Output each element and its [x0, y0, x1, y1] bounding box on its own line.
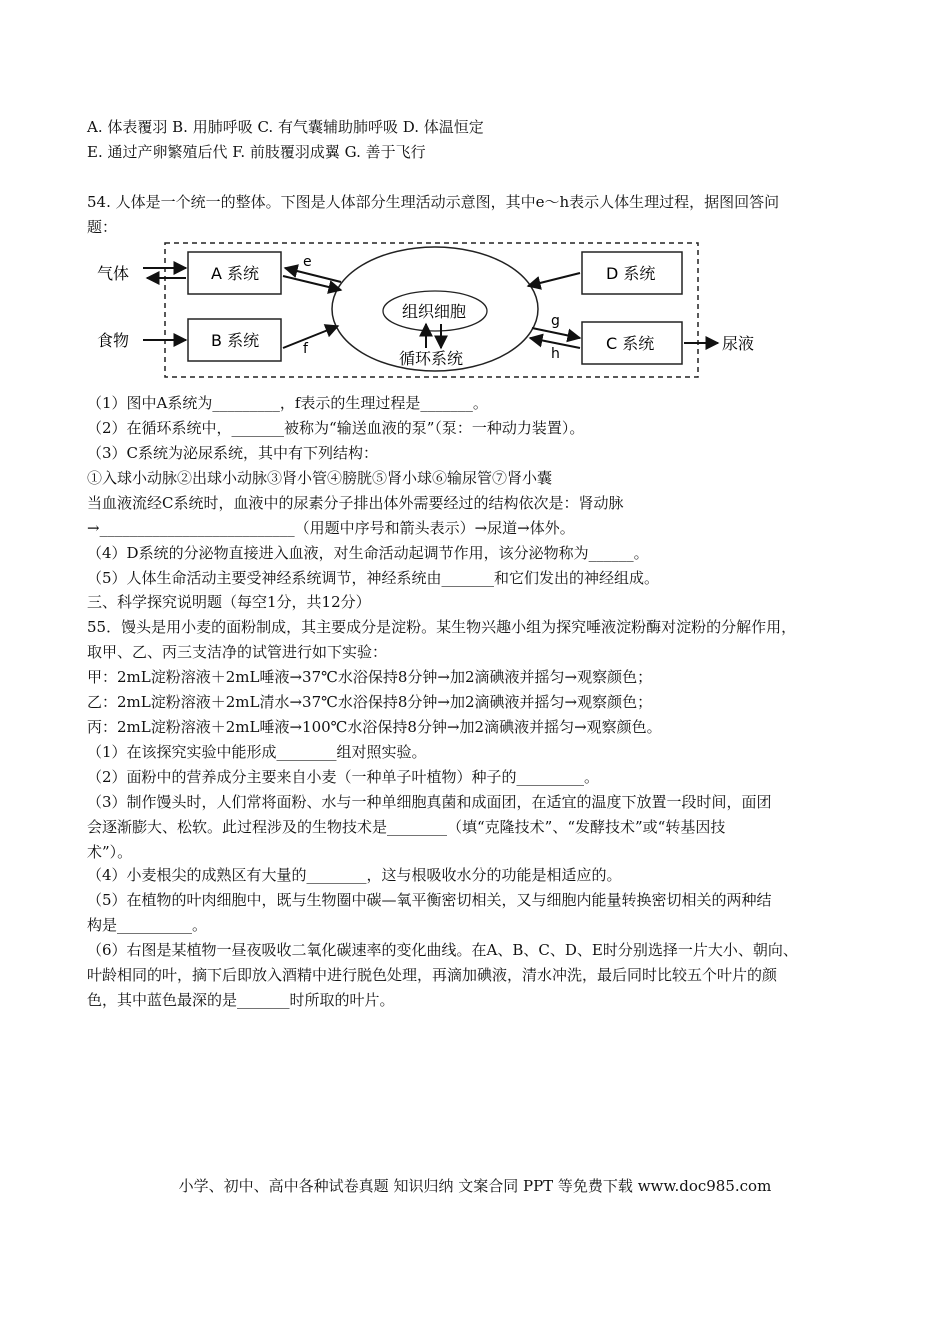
q55-sub-6-line-1: （6）右图是某植物一昼夜吸收二氧化碳速率的变化曲线。在A、B、C、D、E时分别选择一片大小、朝向、	[87, 941, 798, 959]
b-system-label: B 系统	[211, 331, 260, 350]
options-row-2: E. 通过产卵繁殖后代 F. 前肢覆羽成翼 G. 善于飞行	[87, 143, 426, 161]
q55-sub-3-line-2: 会逐渐膨大、松软。此过程涉及的生物技术是________（填“克隆技术”、“发酵技术”或“转基因技	[87, 818, 726, 836]
q54-sub-3-list: ①入球小动脉②出球小动脉③肾小管④膀胱⑤肾小球⑥输尿管⑦肾小囊	[87, 469, 553, 487]
q55-tube-jia: 甲：2mL淀粉溶液＋2mL唾液→37℃水浴保持8分钟→加2滴碘液并摇匀→观察颜色；	[87, 668, 653, 686]
q55-sub-2: （2）面粉中的营养成分主要来自小麦（一种单子叶植物）种子的_________。	[87, 768, 600, 786]
q54-stem-line-1: 54. 人体是一个统一的整体。下图是人体部分生理活动示意图，其中e～h表示人体生理过程，据图回答问	[87, 193, 780, 211]
f-label: f	[303, 341, 308, 357]
a-system-label: A 系统	[211, 264, 260, 283]
q55-stem-line-1: 55．馒头是用小麦的面粉制成，其主要成分是淀粉。某生物兴趣小组为探究唾液淀粉酶对淀粉的分解作用，	[87, 618, 797, 636]
q55-sub-3-line-3: 术”）。	[87, 843, 133, 861]
section-3-heading: 三、科学探究说明题（每空1分，共12分）	[87, 593, 371, 611]
q54-sub-1: （1）图中A系统为_________，f表示的生理过程是_______。	[87, 394, 488, 412]
d-system-label: D 系统	[606, 264, 656, 283]
q54-sub-2: （2）在循环系统中，_______被称为“输送血液的泵”（泵：一种动力装置）。	[87, 419, 585, 437]
q55-sub-6-line-2: 叶龄相同的叶，摘下后即放入酒精中进行脱色处理，再滴加碘液，清水冲洗，最后同时比较五个叶片的颜	[87, 966, 778, 984]
q55-tube-yi: 乙：2mL淀粉溶液＋2mL清水→37℃水浴保持8分钟→加2滴碘液并摇匀→观察颜色；	[87, 693, 653, 711]
food-label: 食物	[97, 331, 130, 350]
e-label: e	[303, 254, 312, 270]
q54-sub-3: （3）C系统为泌尿系统，其中有下列结构：	[87, 444, 379, 462]
q54-stem-line-2: 题：	[87, 218, 118, 236]
q55-sub-4: （4）小麦根尖的成熟区有大量的________，这与根吸收水分的功能是相适应的。	[87, 866, 622, 884]
q54-sub-3-text-2: →__________________________（用题中序号和箭头表示）→尿道→体外。	[87, 519, 575, 537]
physiology-diagram	[95, 238, 765, 383]
c-system-label: C 系统	[606, 334, 655, 353]
q54-sub-4: （4）D系统的分泌物直接进入血液，对生命活动起调节作用，该分泌物称为______。	[87, 544, 649, 562]
q54-sub-3-text-1: 当血液流经C系统时，血液中的尿素分子排出体外需要经过的结构依次是：肾动脉	[87, 494, 624, 512]
circulation-label: 循环系统	[399, 349, 464, 368]
page-footer: 小学、初中、高中各种试卷真题 知识归纳 文案合同 PPT 等免费下载 www.doc985.com	[178, 1177, 772, 1195]
options-row-1: A. 体表覆羽 B. 用肺呼吸 C. 有气囊辅助肺呼吸 D. 体温恒定	[87, 118, 484, 136]
g-label: g	[551, 313, 560, 329]
q54-sub-5: （5）人体生命活动主要受神经系统调节，神经系统由_______和它们发出的神经组成。	[87, 569, 660, 587]
h-label: h	[551, 346, 560, 362]
urine-label: 尿液	[722, 334, 755, 353]
q55-sub-3-line-1: （3）制作馒头时，人们常将面粉、水与一种单细胞真菌和成面团，在适宜的温度下放置一段时间，面团	[87, 793, 772, 811]
q55-sub-1: （1）在该探究实验中能形成________组对照实验。	[87, 743, 427, 761]
tissue-cell-label: 组织细胞	[402, 302, 467, 321]
gas-label: 气体	[97, 264, 130, 283]
q55-tube-bing: 丙：2mL淀粉溶液＋2mL唾液→100℃水浴保持8分钟→加2滴碘液并摇匀→观察颜色。	[87, 718, 662, 736]
q55-sub-5-line-1: （5）在植物的叶肉细胞中，既与生物圈中碳—氧平衡密切相关，又与细胞内能量转换密切相关的两种结	[87, 891, 772, 909]
q55-sub-6-line-3: 色，其中蓝色最深的是_______时所取的叶片。	[87, 991, 395, 1009]
q55-stem-line-2: 取甲、乙、丙三支洁净的试管进行如下实验：	[87, 643, 388, 661]
q55-sub-5-line-2: 构是__________。	[87, 916, 208, 934]
